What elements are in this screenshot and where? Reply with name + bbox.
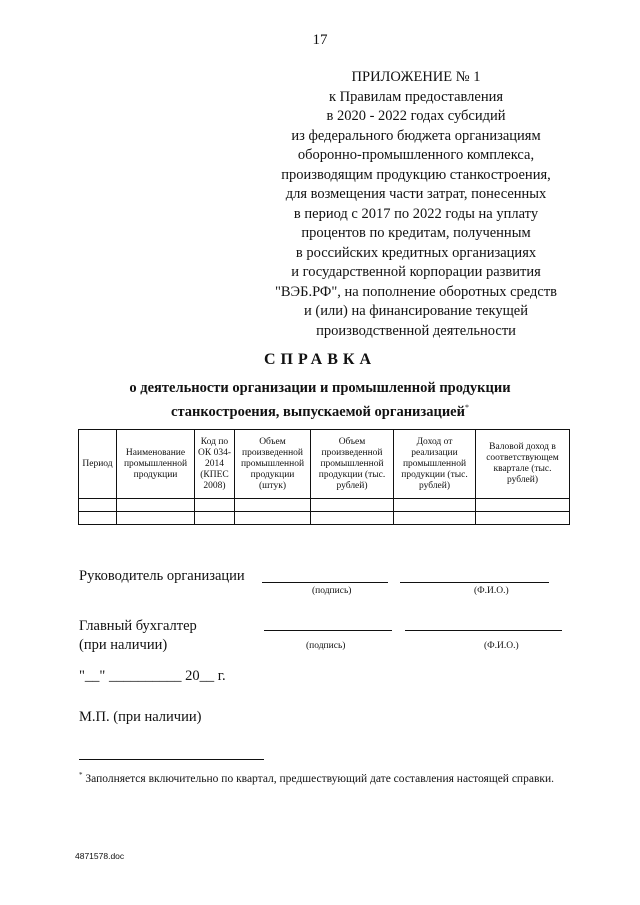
table-cell[interactable] (117, 512, 195, 525)
footnote-mark: * (464, 403, 469, 412)
column-header-gross-income: Валовой доход в соответствующем квартале (тыс. рублей) (476, 430, 570, 499)
appendix-line: в 2020 - 2022 годах субсидий (326, 108, 506, 124)
table-cell[interactable] (311, 499, 394, 512)
report-table (78, 429, 570, 525)
table-cell[interactable] (476, 512, 570, 525)
table-cell[interactable] (394, 499, 476, 512)
appendix-line: оборонно-промышленного комплекса, (297, 147, 535, 163)
appendix-line: для возмещения части затрат, понесенных (285, 186, 547, 202)
footnote (79, 767, 569, 788)
appendix-line: производящим продукцию станкостроения, (281, 166, 551, 183)
appendix-line: из федерального бюджета организациям (291, 127, 541, 144)
subtitle-line-2: станкостроения, выпускаемой организацией* (171, 403, 469, 420)
table-row (79, 512, 570, 525)
table-cell[interactable] (195, 499, 235, 512)
appendix-line: ПРИЛОЖЕНИЕ № 1 (351, 69, 481, 85)
column-header-product-name: Наименование промышленной продукции (117, 430, 195, 499)
document-id: 4871578.doc (75, 851, 125, 861)
date-line[interactable]: "__" __________ 20__ г. (79, 668, 226, 684)
table-cell[interactable] (79, 499, 117, 512)
accountant-name-caption: (Ф.И.О.) (484, 641, 519, 651)
appendix-header (256, 68, 576, 341)
table-cell[interactable] (79, 512, 117, 525)
stamp-place-label: М.П. (при наличии) (79, 709, 202, 725)
table-header-row (79, 430, 570, 499)
subtitle-line-1: о деятельности организации и промышленной продукции (129, 380, 511, 396)
footnote-divider (79, 759, 264, 760)
appendix-line: и государственной корпорации развития (291, 264, 541, 280)
head-name-line[interactable] (400, 582, 549, 583)
document-subtitle (0, 378, 640, 422)
table-row (79, 499, 570, 512)
column-header-volume-units: Объем произведенной промышленной продукции (штук) (235, 430, 311, 499)
chief-accountant-optional-label: (при наличии) (79, 637, 168, 653)
column-header-period: Период (79, 430, 117, 499)
column-header-sales-income: Доход от реализации промышленной продукции (тыс. рублей) (394, 430, 476, 499)
head-of-organization-label: Руководитель организации (79, 568, 245, 584)
column-header-okpd-code: Код по ОК 034-2014 (КПЕС 2008) (195, 430, 235, 499)
table-cell[interactable] (195, 512, 235, 525)
table-cell[interactable] (394, 512, 476, 525)
head-signature-caption: (подпись) (312, 586, 352, 596)
chief-accountant-label: Главный бухгалтер (79, 618, 197, 634)
page-number: 17 (312, 32, 328, 48)
appendix-line: процентов по кредитам, полученным (301, 225, 531, 241)
appendix-line: и (или) на финансирование текущей (304, 303, 528, 319)
appendix-line: в российских кредитных организациях (295, 244, 537, 261)
accountant-name-line[interactable] (405, 630, 562, 631)
appendix-line: "ВЭБ.РФ", на пополнение оборотных средств (274, 283, 558, 300)
head-signature-line[interactable] (262, 582, 388, 583)
accountant-signature-caption: (подпись) (306, 641, 346, 651)
table-cell[interactable] (476, 499, 570, 512)
document-title: СПРАВКА (263, 351, 377, 368)
appendix-line: к Правилам предоставления (328, 88, 504, 105)
table-cell[interactable] (235, 512, 311, 525)
footnote-text: Заполняется включительно по квартал, предшествующий дате составления настоящей справки. (85, 772, 554, 785)
table-cell[interactable] (311, 512, 394, 525)
table-cell[interactable] (117, 499, 195, 512)
footnote-mark: * (79, 771, 83, 779)
head-name-caption: (Ф.И.О.) (474, 586, 509, 596)
column-header-volume-rubles: Объем произведенной промышленной продукции (тыс. рублей) (311, 430, 394, 499)
table-cell[interactable] (235, 499, 311, 512)
appendix-line: в период с 2017 по 2022 годы на уплату (293, 205, 539, 222)
appendix-line: производственной деятельности (316, 322, 516, 339)
accountant-signature-line[interactable] (264, 630, 392, 631)
